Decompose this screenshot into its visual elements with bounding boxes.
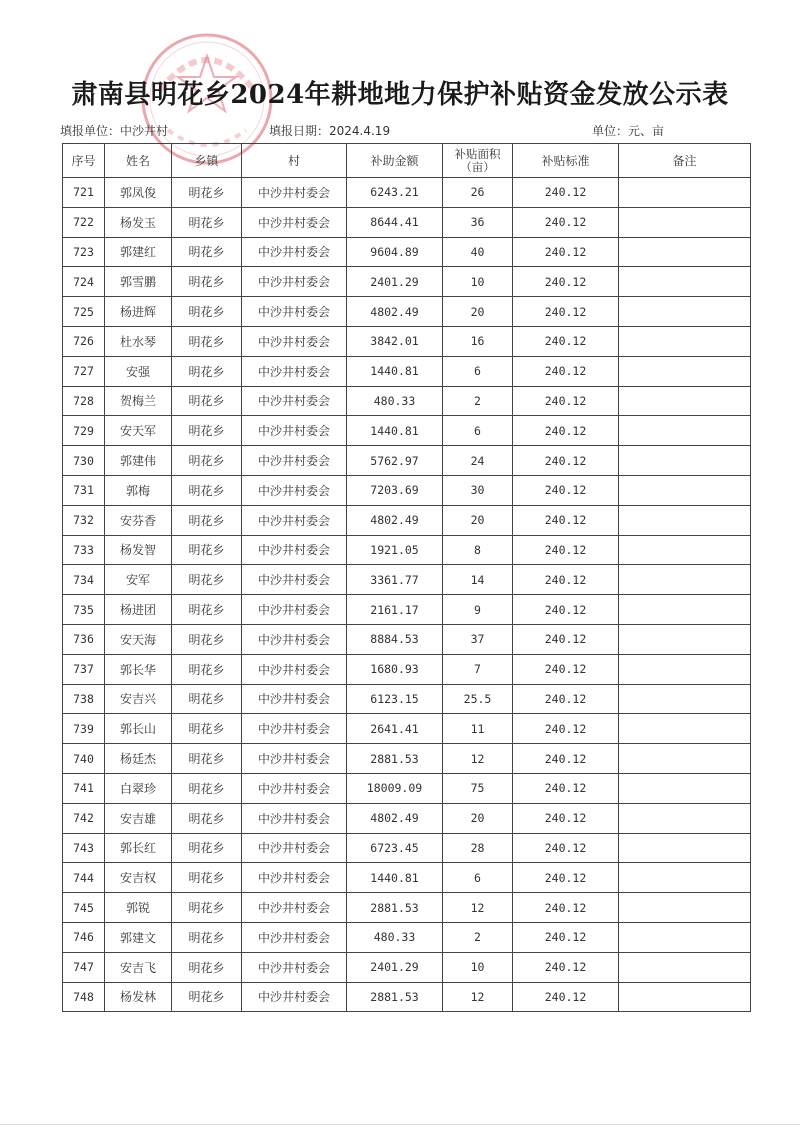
row-seq: 725 <box>63 297 105 327</box>
row-area: 8 <box>443 535 513 565</box>
row-remark <box>619 952 751 982</box>
document-title: 肃南县明花乡2024年耕地地力保护补贴资金发放公示表 <box>71 80 729 110</box>
header-amount: 补助金额 <box>347 144 443 178</box>
row-village: 中沙井村委会 <box>242 267 347 297</box>
row-amount: 7203.69 <box>347 475 443 505</box>
row-area: 40 <box>443 237 513 267</box>
table-row <box>63 416 751 446</box>
row-amount: 2401.29 <box>347 267 443 297</box>
row-remark <box>619 893 751 923</box>
row-village: 中沙井村委会 <box>242 535 347 565</box>
row-area: 10 <box>443 267 513 297</box>
row-village: 中沙井村委会 <box>242 178 347 208</box>
row-seq: 727 <box>63 356 105 386</box>
row-name: 安吉权 <box>105 863 172 893</box>
row-village: 中沙井村委会 <box>242 475 347 505</box>
row-standard: 240.12 <box>513 654 619 684</box>
row-area: 12 <box>443 893 513 923</box>
row-village: 中沙井村委会 <box>242 356 347 386</box>
row-seq: 738 <box>63 684 105 714</box>
row-village: 中沙井村委会 <box>242 714 347 744</box>
table-row <box>63 326 751 356</box>
row-seq: 733 <box>63 535 105 565</box>
row-village: 中沙井村委会 <box>242 207 347 237</box>
row-area: 11 <box>443 714 513 744</box>
row-area: 30 <box>443 475 513 505</box>
row-town: 明花乡 <box>172 267 242 297</box>
row-name: 郭建文 <box>105 922 172 952</box>
table-row <box>63 714 751 744</box>
row-area: 20 <box>443 803 513 833</box>
row-name: 郭凤俊 <box>105 178 172 208</box>
table-row <box>63 386 751 416</box>
table-row <box>63 475 751 505</box>
row-town: 明花乡 <box>172 714 242 744</box>
row-town: 明花乡 <box>172 803 242 833</box>
row-amount: 6723.45 <box>347 833 443 863</box>
reporting-unit-label: 填报单位：中沙井村 <box>60 124 169 138</box>
header-remark: 备注 <box>619 144 751 178</box>
row-name: 安强 <box>105 356 172 386</box>
row-area: 2 <box>443 922 513 952</box>
row-amount: 6123.15 <box>347 684 443 714</box>
row-town: 明花乡 <box>172 863 242 893</box>
row-seq: 723 <box>63 237 105 267</box>
row-town: 明花乡 <box>172 773 242 803</box>
row-name: 杨发玉 <box>105 207 172 237</box>
row-standard: 240.12 <box>513 356 619 386</box>
row-standard: 240.12 <box>513 684 619 714</box>
row-seq: 746 <box>63 922 105 952</box>
header-area: 补贴面积（亩） <box>443 144 513 178</box>
row-remark <box>619 833 751 863</box>
row-standard: 240.12 <box>513 833 619 863</box>
row-town: 明花乡 <box>172 744 242 774</box>
row-amount: 1440.81 <box>347 416 443 446</box>
row-amount: 3361.77 <box>347 565 443 595</box>
row-town: 明花乡 <box>172 952 242 982</box>
row-village: 中沙井村委会 <box>242 595 347 625</box>
row-amount: 2881.53 <box>347 744 443 774</box>
row-name: 郭建红 <box>105 237 172 267</box>
table-row <box>63 982 751 1012</box>
table-row <box>63 505 751 535</box>
row-remark <box>619 326 751 356</box>
row-village: 中沙井村委会 <box>242 326 347 356</box>
row-village: 中沙井村委会 <box>242 952 347 982</box>
row-seq: 721 <box>63 178 105 208</box>
row-area: 24 <box>443 446 513 476</box>
row-amount: 6243.21 <box>347 178 443 208</box>
table-row <box>63 624 751 654</box>
row-town: 明花乡 <box>172 386 242 416</box>
row-village: 中沙井村委会 <box>242 863 347 893</box>
row-name: 杨廷杰 <box>105 744 172 774</box>
row-amount: 2641.41 <box>347 714 443 744</box>
row-standard: 240.12 <box>513 237 619 267</box>
table-row <box>63 267 751 297</box>
row-remark <box>619 982 751 1012</box>
row-remark <box>619 565 751 595</box>
row-area: 20 <box>443 505 513 535</box>
row-name: 杨发智 <box>105 535 172 565</box>
row-remark <box>619 446 751 476</box>
row-town: 明花乡 <box>172 178 242 208</box>
row-name: 杨进团 <box>105 595 172 625</box>
row-village: 中沙井村委会 <box>242 505 347 535</box>
row-village: 中沙井村委会 <box>242 416 347 446</box>
row-standard: 240.12 <box>513 326 619 356</box>
row-name: 安芬香 <box>105 505 172 535</box>
row-standard: 240.12 <box>513 505 619 535</box>
row-town: 明花乡 <box>172 207 242 237</box>
row-area: 75 <box>443 773 513 803</box>
row-remark <box>619 744 751 774</box>
row-remark <box>619 505 751 535</box>
row-name: 安吉雄 <box>105 803 172 833</box>
row-remark <box>619 714 751 744</box>
row-standard: 240.12 <box>513 207 619 237</box>
row-amount: 18009.09 <box>347 773 443 803</box>
row-town: 明花乡 <box>172 237 242 267</box>
row-seq: 730 <box>63 446 105 476</box>
row-amount: 2881.53 <box>347 982 443 1012</box>
row-amount: 2881.53 <box>347 893 443 923</box>
row-name: 安军 <box>105 565 172 595</box>
row-name: 白翠珍 <box>105 773 172 803</box>
table-row <box>63 356 751 386</box>
row-seq: 744 <box>63 863 105 893</box>
row-name: 安天海 <box>105 624 172 654</box>
row-seq: 741 <box>63 773 105 803</box>
row-remark <box>619 654 751 684</box>
table-row <box>63 684 751 714</box>
row-amount: 480.33 <box>347 386 443 416</box>
row-amount: 4802.49 <box>347 297 443 327</box>
table-row <box>63 654 751 684</box>
row-standard: 240.12 <box>513 773 619 803</box>
row-name: 郭梅 <box>105 475 172 505</box>
row-town: 明花乡 <box>172 535 242 565</box>
row-name: 郭建伟 <box>105 446 172 476</box>
row-amount: 9604.89 <box>347 237 443 267</box>
row-remark <box>619 386 751 416</box>
row-seq: 729 <box>63 416 105 446</box>
table-row <box>63 922 751 952</box>
row-village: 中沙井村委会 <box>242 565 347 595</box>
row-area: 6 <box>443 416 513 446</box>
row-amount: 1440.81 <box>347 863 443 893</box>
table-row <box>63 893 751 923</box>
table-row <box>63 833 751 863</box>
row-town: 明花乡 <box>172 833 242 863</box>
report-date-label: 填报日期：2024.4.19 <box>269 124 391 138</box>
row-amount: 4802.49 <box>347 505 443 535</box>
row-amount: 2401.29 <box>347 952 443 982</box>
table-row <box>63 773 751 803</box>
row-town: 明花乡 <box>172 982 242 1012</box>
row-name: 安天军 <box>105 416 172 446</box>
table-header-row <box>63 144 751 178</box>
row-standard: 240.12 <box>513 535 619 565</box>
row-area: 12 <box>443 982 513 1012</box>
row-village: 中沙井村委会 <box>242 744 347 774</box>
row-town: 明花乡 <box>172 446 242 476</box>
row-remark <box>619 475 751 505</box>
row-town: 明花乡 <box>172 654 242 684</box>
row-remark <box>619 297 751 327</box>
row-name: 安吉飞 <box>105 952 172 982</box>
row-seq: 726 <box>63 326 105 356</box>
row-name: 安吉兴 <box>105 684 172 714</box>
row-seq: 742 <box>63 803 105 833</box>
table-row <box>63 803 751 833</box>
row-area: 6 <box>443 863 513 893</box>
row-standard: 240.12 <box>513 565 619 595</box>
row-standard: 240.12 <box>513 952 619 982</box>
row-town: 明花乡 <box>172 326 242 356</box>
row-remark <box>619 803 751 833</box>
row-village: 中沙井村委会 <box>242 624 347 654</box>
table-row <box>63 744 751 774</box>
row-amount: 480.33 <box>347 922 443 952</box>
row-name: 郭长华 <box>105 654 172 684</box>
row-standard: 240.12 <box>513 297 619 327</box>
table-row <box>63 446 751 476</box>
row-seq: 737 <box>63 654 105 684</box>
row-town: 明花乡 <box>172 356 242 386</box>
row-amount: 2161.17 <box>347 595 443 625</box>
row-area: 20 <box>443 297 513 327</box>
row-name: 杜水琴 <box>105 326 172 356</box>
row-standard: 240.12 <box>513 624 619 654</box>
row-standard: 240.12 <box>513 922 619 952</box>
row-town: 明花乡 <box>172 565 242 595</box>
row-remark <box>619 267 751 297</box>
row-remark <box>619 595 751 625</box>
row-town: 明花乡 <box>172 684 242 714</box>
row-village: 中沙井村委会 <box>242 446 347 476</box>
page-bottom-edge <box>0 1124 800 1125</box>
row-seq: 731 <box>63 475 105 505</box>
row-seq: 740 <box>63 744 105 774</box>
row-town: 明花乡 <box>172 893 242 923</box>
table-row <box>63 297 751 327</box>
row-town: 明花乡 <box>172 505 242 535</box>
row-amount: 5762.97 <box>347 446 443 476</box>
row-standard: 240.12 <box>513 386 619 416</box>
row-standard: 240.12 <box>513 446 619 476</box>
table-row <box>63 952 751 982</box>
row-seq: 743 <box>63 833 105 863</box>
row-standard: 240.12 <box>513 982 619 1012</box>
subsidy-table <box>62 143 751 1012</box>
row-town: 明花乡 <box>172 297 242 327</box>
header-town: 乡镇 <box>172 144 242 178</box>
row-area: 37 <box>443 624 513 654</box>
row-standard: 240.12 <box>513 714 619 744</box>
row-village: 中沙井村委会 <box>242 982 347 1012</box>
table-row <box>63 863 751 893</box>
row-standard: 240.12 <box>513 595 619 625</box>
row-remark <box>619 535 751 565</box>
row-area: 28 <box>443 833 513 863</box>
row-name: 郭长红 <box>105 833 172 863</box>
row-standard: 240.12 <box>513 416 619 446</box>
row-area: 26 <box>443 178 513 208</box>
row-area: 10 <box>443 952 513 982</box>
row-amount: 3842.01 <box>347 326 443 356</box>
units-label: 单位：元、亩 <box>592 124 665 138</box>
row-amount: 1680.93 <box>347 654 443 684</box>
row-town: 明花乡 <box>172 624 242 654</box>
header-village: 村 <box>242 144 347 178</box>
row-village: 中沙井村委会 <box>242 237 347 267</box>
row-area: 14 <box>443 565 513 595</box>
row-area: 6 <box>443 356 513 386</box>
row-name: 贺梅兰 <box>105 386 172 416</box>
row-remark <box>619 684 751 714</box>
row-remark <box>619 624 751 654</box>
header-name: 姓名 <box>105 144 172 178</box>
row-remark <box>619 207 751 237</box>
table-row <box>63 535 751 565</box>
row-area: 7 <box>443 654 513 684</box>
row-standard: 240.12 <box>513 267 619 297</box>
row-village: 中沙井村委会 <box>242 922 347 952</box>
row-name: 杨发林 <box>105 982 172 1012</box>
row-amount: 1440.81 <box>347 356 443 386</box>
row-standard: 240.12 <box>513 803 619 833</box>
table-row <box>63 595 751 625</box>
row-town: 明花乡 <box>172 475 242 505</box>
row-seq: 734 <box>63 565 105 595</box>
row-standard: 240.12 <box>513 178 619 208</box>
row-seq: 735 <box>63 595 105 625</box>
row-remark <box>619 773 751 803</box>
row-remark <box>619 922 751 952</box>
table-row <box>63 237 751 267</box>
row-remark <box>619 416 751 446</box>
row-seq: 745 <box>63 893 105 923</box>
row-seq: 747 <box>63 952 105 982</box>
row-seq: 736 <box>63 624 105 654</box>
row-area: 16 <box>443 326 513 356</box>
row-village: 中沙井村委会 <box>242 297 347 327</box>
row-town: 明花乡 <box>172 416 242 446</box>
header-standard: 补贴标准 <box>513 144 619 178</box>
row-standard: 240.12 <box>513 744 619 774</box>
row-amount: 4802.49 <box>347 803 443 833</box>
row-town: 明花乡 <box>172 595 242 625</box>
row-seq: 724 <box>63 267 105 297</box>
row-name: 杨进辉 <box>105 297 172 327</box>
table-row <box>63 207 751 237</box>
row-standard: 240.12 <box>513 475 619 505</box>
row-name: 郭锐 <box>105 893 172 923</box>
row-village: 中沙井村委会 <box>242 386 347 416</box>
row-area: 36 <box>443 207 513 237</box>
row-standard: 240.12 <box>513 863 619 893</box>
row-town: 明花乡 <box>172 922 242 952</box>
row-seq: 748 <box>63 982 105 1012</box>
table-row <box>63 178 751 208</box>
row-remark <box>619 356 751 386</box>
row-amount: 1921.05 <box>347 535 443 565</box>
row-area: 9 <box>443 595 513 625</box>
row-village: 中沙井村委会 <box>242 893 347 923</box>
row-name: 郭雪鹏 <box>105 267 172 297</box>
row-village: 中沙井村委会 <box>242 773 347 803</box>
row-area: 12 <box>443 744 513 774</box>
row-area: 25.5 <box>443 684 513 714</box>
row-seq: 722 <box>63 207 105 237</box>
row-name: 郭长山 <box>105 714 172 744</box>
row-village: 中沙井村委会 <box>242 833 347 863</box>
header-seq: 序号 <box>63 144 105 178</box>
row-remark <box>619 178 751 208</box>
row-seq: 739 <box>63 714 105 744</box>
row-seq: 732 <box>63 505 105 535</box>
table-row <box>63 565 751 595</box>
row-seq: 728 <box>63 386 105 416</box>
row-standard: 240.12 <box>513 893 619 923</box>
row-remark <box>619 237 751 267</box>
row-village: 中沙井村委会 <box>242 684 347 714</box>
row-village: 中沙井村委会 <box>242 654 347 684</box>
row-amount: 8884.53 <box>347 624 443 654</box>
row-amount: 8644.41 <box>347 207 443 237</box>
row-remark <box>619 863 751 893</box>
row-village: 中沙井村委会 <box>242 803 347 833</box>
row-area: 2 <box>443 386 513 416</box>
